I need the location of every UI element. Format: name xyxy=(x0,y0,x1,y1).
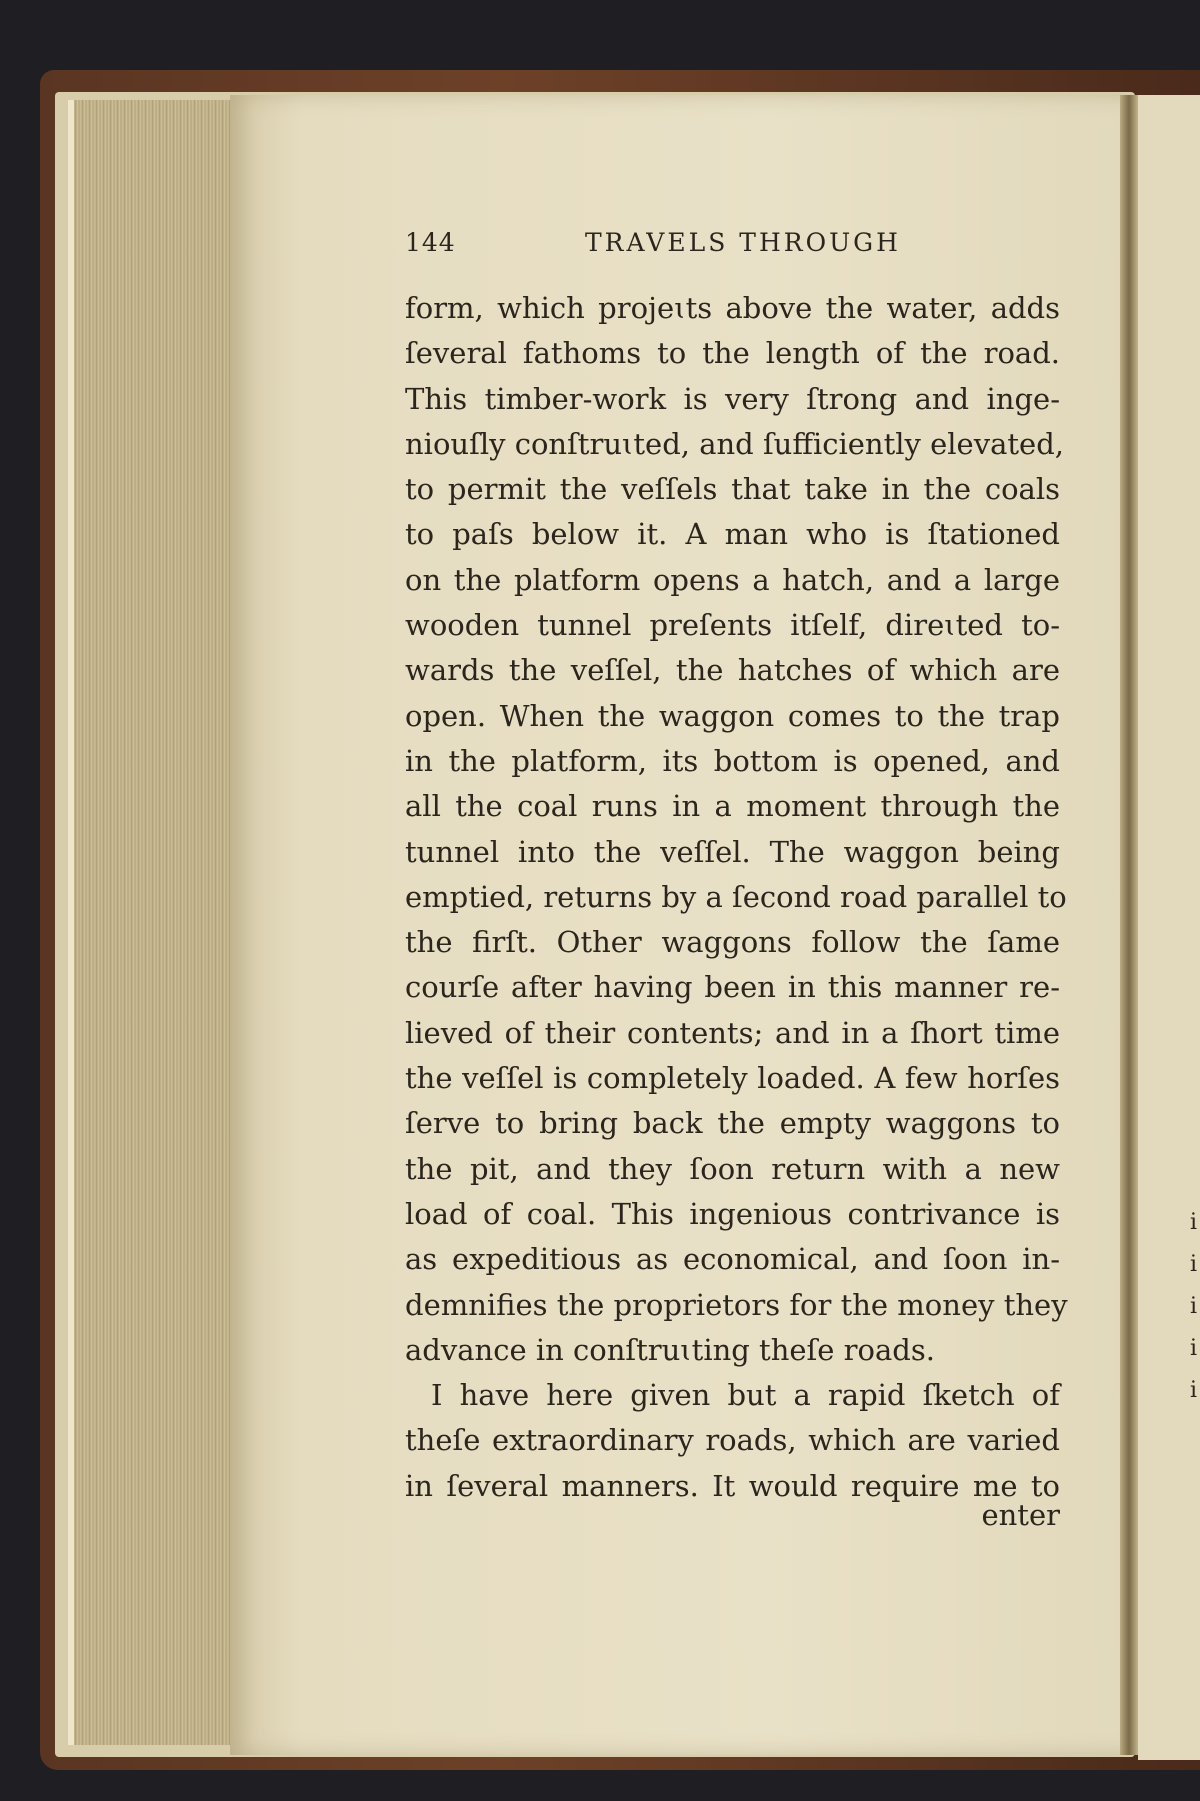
text-line: lieved of their contents; and in a ſhort time xyxy=(405,1015,1060,1050)
text-line: ſerve to bring back the empty waggons to xyxy=(405,1106,1060,1141)
book-gutter xyxy=(1120,95,1138,1755)
page-number: 144 xyxy=(405,228,456,257)
text-line: niouſly conſtruɩted, and ſufficiently elevated, xyxy=(405,426,1064,461)
text-line: open. When the waggon comes to the trap xyxy=(405,698,1060,733)
text-line: on the platform opens a hatch, and a large xyxy=(405,562,1060,597)
fragment: i xyxy=(1190,1252,1198,1277)
right-page-text-fragments xyxy=(1190,1210,1200,1420)
text-line: wooden tunnel preſents itſelf, direɩted to- xyxy=(405,608,1060,643)
text-line: in the platform, its bottom is opened, and xyxy=(405,743,1060,778)
catchword: enter xyxy=(981,1498,1060,1532)
fragment: i xyxy=(1190,1210,1198,1235)
body-text xyxy=(405,286,1068,1532)
text-line: to paſs below it. A man who is ſtationed xyxy=(405,517,1060,552)
text-line: tunnel into the veſſel. The waggon being xyxy=(405,834,1060,869)
text-line: I have here given but a rapid ſketch of xyxy=(431,1378,1060,1413)
page-edges xyxy=(68,100,239,1745)
text-line: courſe after having been in this manner re- xyxy=(405,970,1060,1005)
fragment: i xyxy=(1190,1294,1198,1319)
text-line: load of coal. This ingenious contrivance is xyxy=(405,1196,1060,1231)
text-line: emptied, returns by a ſecond road parallel to xyxy=(405,879,1067,914)
text-line: all the coal runs in a moment through the xyxy=(405,789,1060,824)
text-line: This timber-work is very ſtrong and inge- xyxy=(405,381,1060,416)
text-line: form, which projeɩts above the water, adds xyxy=(405,291,1060,325)
text-line: the pit, and they ſoon return with a new xyxy=(405,1151,1060,1186)
text-line: as expeditious as economical, and ſoon in- xyxy=(405,1242,1060,1277)
fragment: i xyxy=(1190,1336,1198,1361)
page-header xyxy=(405,228,1055,268)
text-line: wards the veſſel, the hatches of which are xyxy=(405,653,1060,688)
text-line: in ſeveral manners. It would require me to xyxy=(405,1468,1060,1503)
text-line: the firſt. Other waggons follow the ſame xyxy=(405,925,1060,960)
text-line: ſeveral fathoms to the length of the road. xyxy=(405,336,1060,371)
text-line: theſe extraordinary roads, which are varied xyxy=(405,1423,1060,1458)
right-page-edge xyxy=(1138,95,1200,1760)
text-line: the veſſel is completely loaded. A few horſes xyxy=(405,1061,1060,1096)
text-line: demnifies the proprietors for the money they xyxy=(405,1287,1068,1322)
text-line: to permit the veſſels that take in the coals xyxy=(405,472,1060,507)
running-head: TRAVELS THROUGH xyxy=(585,228,901,257)
text-line: advance in conſtruɩting theſe roads. xyxy=(405,1332,935,1367)
fragment: i xyxy=(1190,1378,1198,1403)
